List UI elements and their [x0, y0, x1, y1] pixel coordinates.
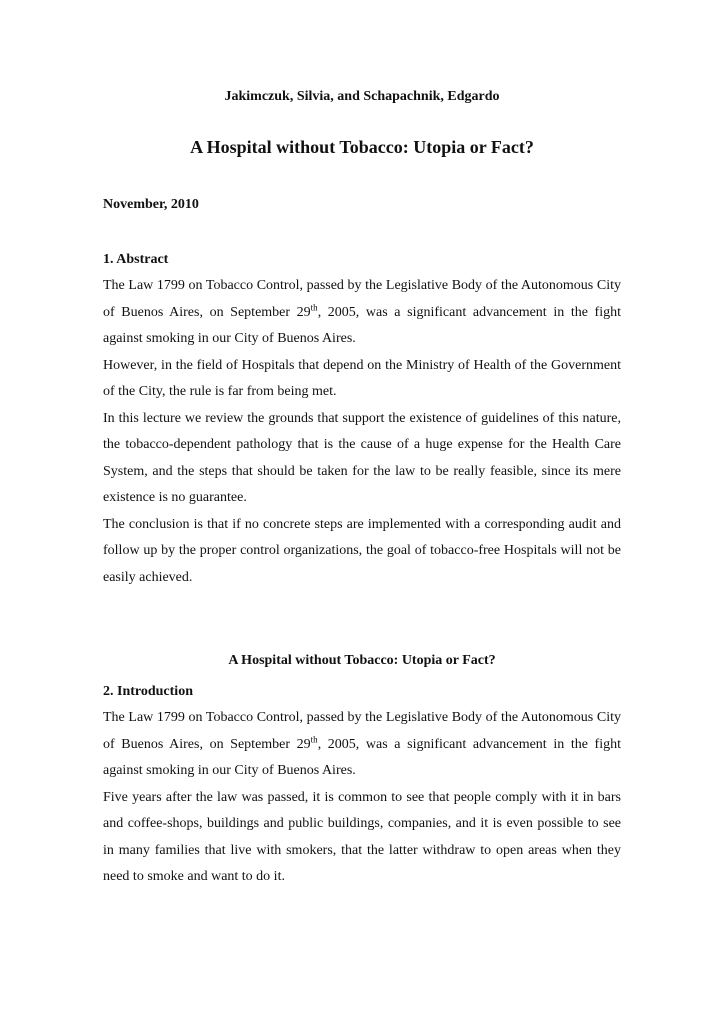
abstract-paragraph-2: However, in the field of Hospitals that depend on the Ministry of Health of the Government of the City, the rule is far from being met.: [103, 357, 621, 399]
page-title: A Hospital without Tobacco: Utopia or Fact?: [190, 137, 534, 157]
introduction-paragraph-1: [103, 705, 621, 785]
introduction-heading: 2. Introduction: [103, 684, 193, 699]
abstract-paragraph-3: In this lecture we review the grounds that support the existence of guidelines of this nature, the tobacco-dependent pathology that is the cause of a huge expense for the Health Care System, and the steps that should be taken for the law to be really feasible, since its mere existence is no guarantee.: [103, 410, 621, 505]
ordinal-suffix: th: [310, 733, 318, 744]
ordinal-suffix: th: [310, 301, 318, 312]
intro-p1-text: The Law 1799 on Tobacco Control, passed by the Legislative Body of the Autonomous City of Buenos Aires, on September 29: [103, 710, 621, 752]
intro-p1-text-end: , 2005, was a significant advancement in the fight against smoking in our City of Buenos Aires.: [103, 736, 621, 778]
abstract-paragraph-1: [103, 273, 621, 353]
abstract-p1-text: The Law 1799 on Tobacco Control, passed by the Legislative Body of the Autonomous City of Buenos Aires, on September 29: [103, 278, 621, 320]
abstract-paragraph-4: The conclusion is that if no concrete steps are implemented with a corresponding audit and follow up by the proper control organizations, the goal of tobacco-free Hospitals will not be easily achieved.: [103, 516, 621, 585]
introduction-section: [103, 678, 621, 891]
introduction-paragraph-2: Five years after the law was passed, it is common to see that people comply with it in bars and coffee-shops, buildings and public buildings, companies, and it is even possible to see in many families that live with smokers, that the latter withdraw to open areas when they need to smoke and want to do it.: [103, 789, 621, 884]
abstract-heading: 1. Abstract: [103, 252, 169, 267]
section-repeat-title: A Hospital without Tobacco: Utopia or Fact?: [228, 653, 496, 668]
authors: Jakimczuk, Silvia, and Schapachnik, Edgardo: [224, 89, 500, 104]
abstract-p1-text-end: , 2005, was a significant advancement in the fight against smoking in our City of Buenos Aires.: [103, 304, 621, 346]
publication-date: November, 2010: [103, 197, 199, 212]
abstract-section: [103, 246, 621, 591]
